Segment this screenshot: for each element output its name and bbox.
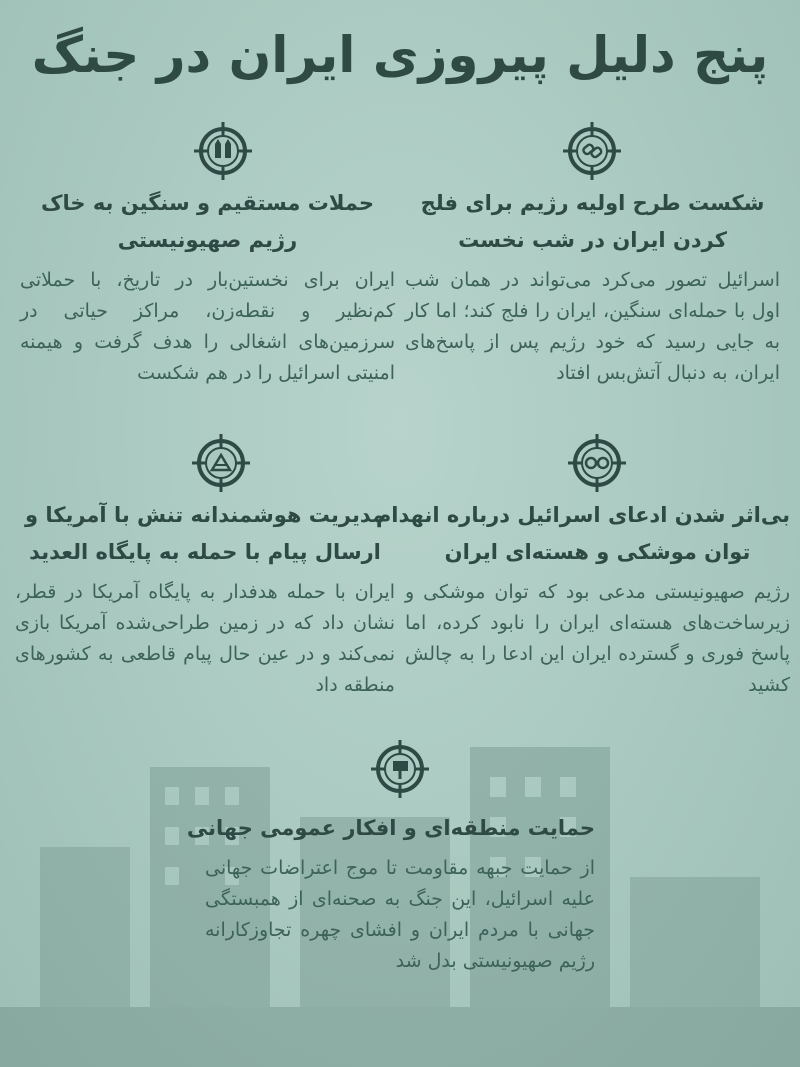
reason-heading: کردن ایران در شب نخست (458, 228, 727, 252)
reason-body: رژیم صهیونیستی مدعی بود که توان موشکی و زیرساخت‌های هسته‌ای ایران را نابود کرده، اما پاسخ فوری و گسترده ایران این ادعا را به چالش کشید (405, 581, 790, 696)
reason-heading: بی‌اثر شدن ادعای اسرائیل درباره انهدام (375, 503, 790, 527)
reason-heading: شکست طرح اولیه رژیم برای فلج (420, 191, 765, 215)
infographic-title: پنج دلیل پیروزی ایران در جنگ (31, 26, 769, 84)
reason-body: اسرائیل تصور می‌کرد می‌تواند در همان شب اول با حمله‌ای سنگین، ایران را فلج کند؛ اما کار به جایی رسید که خود رژیم پس از پاسخ‌های ایران، به دنبال آتش‌بس افتاد (405, 269, 780, 384)
chain-icon (561, 120, 623, 182)
protest-sign-icon (369, 738, 431, 800)
reason-heading: حملات مستقیم و سنگین به خاک (40, 191, 375, 215)
reason-body: ایران برای نخستین‌بار در تاریخ، با حملاتی کم‌نظیر و نقطه‌زن، مراکز حیاتی در سرزمین‌های اشغالی را هدف گرفت و هیمنه امنیتی اسرائیل را در هم شکست (20, 269, 395, 384)
reason-heading: حمایت منطقه‌ای و افکار عمومی جهانی (186, 816, 595, 840)
reason-heading: ارسال پیام با حمله به پایگاه العدید (29, 540, 381, 564)
atom-icon (566, 432, 628, 494)
military-base-icon (190, 432, 252, 494)
reason-heading: رژیم صهیونیستی (117, 228, 298, 252)
reason-body: از حمایت جبهه مقاومت تا موج اعتراضات جهانی علیه اسرائیل، این جنگ به صحنه‌ای از همبستگی جهانی با مردم ایران و افشای چهره تجاوزکارانه رژیم صهیونیستی بدل شد (205, 857, 595, 972)
reason-body: ایران با حمله هدفدار به پایگاه آمریکا در قطر، نشان داد که در زمین طراحی‌شده آمریکا بازی نمی‌کند و در عین حال پیام قاطعی به کشورهای منطقه داد (15, 581, 395, 696)
reason-heading: توان موشکی و هسته‌ای ایران (444, 540, 751, 564)
reason-heading: مدیریت هوشمندانه تنش با آمریکا و (25, 503, 385, 527)
missile-icon (192, 120, 254, 182)
